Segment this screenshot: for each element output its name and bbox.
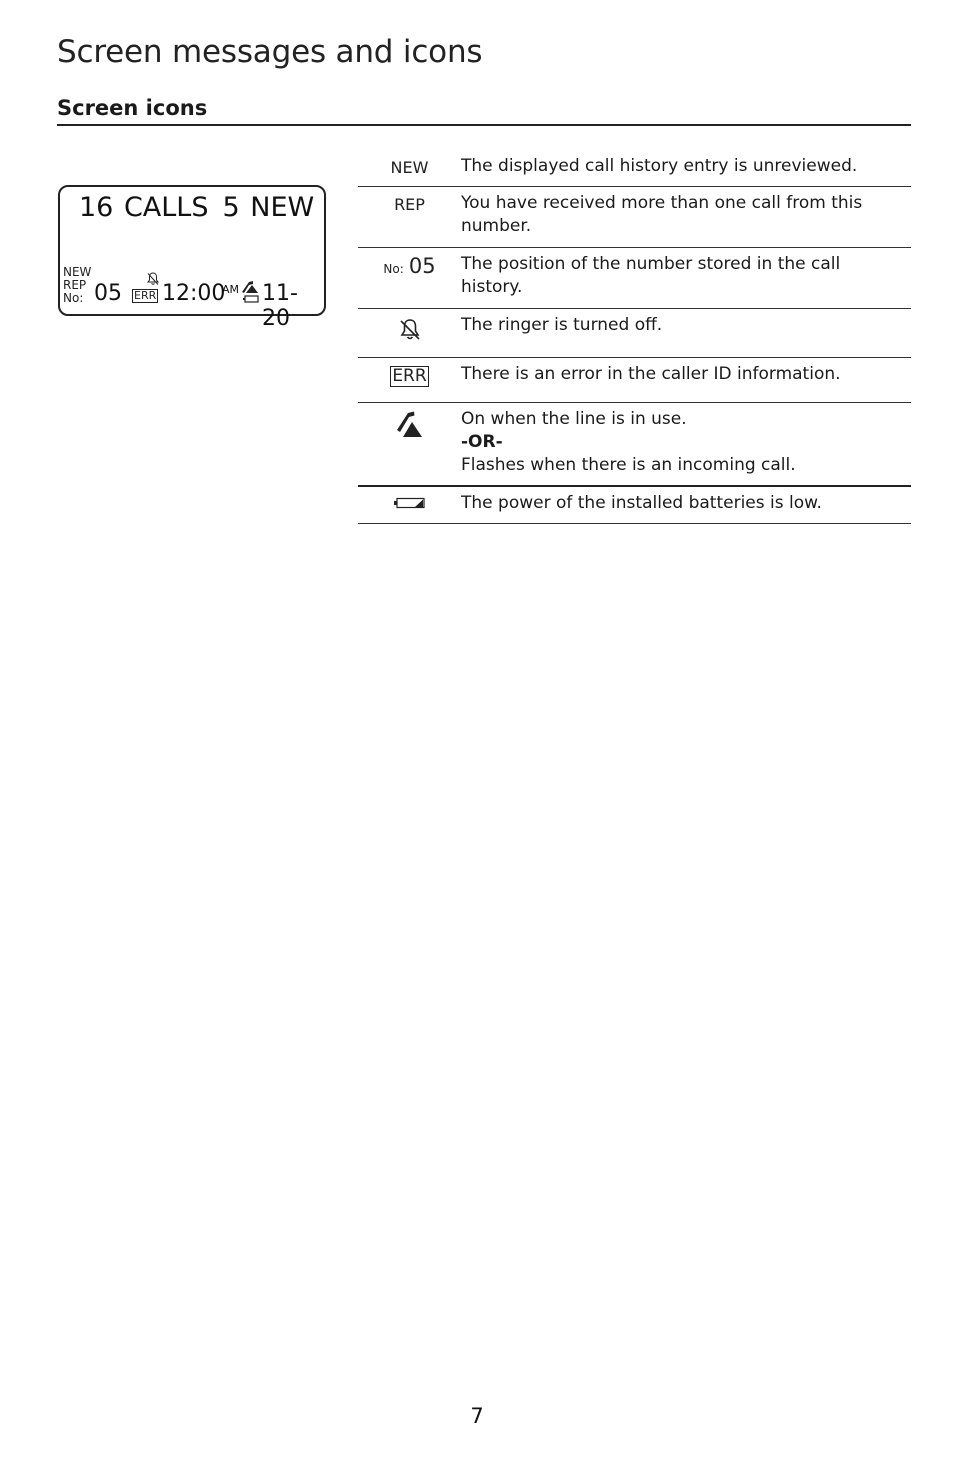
lcd-new-count: 5 NEW xyxy=(222,192,315,223)
icon-label-no: No: xyxy=(383,262,404,276)
low-battery-icon xyxy=(394,496,426,510)
icon-description xyxy=(461,408,901,477)
lcd-flag-new: NEW xyxy=(63,265,92,279)
icon-description: The position of the number stored in the call history. xyxy=(461,254,841,297)
lcd-calls-count: 16 CALLS xyxy=(79,192,209,223)
icon-label-new: NEW xyxy=(390,158,429,177)
icon-description: The ringer is turned off. xyxy=(461,315,663,335)
icon-row-battery xyxy=(358,487,911,524)
lcd-ampm: AM xyxy=(222,283,240,296)
icon-label-number xyxy=(358,254,461,278)
ringer-off-icon xyxy=(397,317,423,343)
icon-row-rep xyxy=(358,187,911,248)
icon-description: The displayed call history entry is unreviewed. xyxy=(461,156,858,176)
icon-row-phone xyxy=(358,403,911,487)
lcd-display xyxy=(58,185,326,331)
icon-description: The power of the installed batteries is low. xyxy=(461,493,822,513)
icon-row-ringer-off xyxy=(358,309,911,358)
lcd-date: 11-20 xyxy=(262,281,298,331)
lcd-entry-number: 05 xyxy=(94,281,122,306)
ringer-off-icon xyxy=(145,271,161,287)
err-icon: ERR xyxy=(392,366,427,386)
page-number: 7 xyxy=(470,1404,484,1428)
lcd-top-line xyxy=(79,192,314,223)
phone-desc-line2: Flashes when there is an incoming call. xyxy=(461,455,796,475)
icon-row-number xyxy=(358,248,911,309)
section-divider xyxy=(57,124,911,126)
icon-cell-err xyxy=(358,366,461,387)
icon-cell-phone xyxy=(358,410,461,444)
section-heading: Screen icons xyxy=(57,96,208,120)
icon-cell-ringer xyxy=(358,317,461,347)
phone-desc-or xyxy=(461,431,901,454)
icon-label-05: 05 xyxy=(408,254,436,278)
or-text: -OR- xyxy=(461,432,503,452)
icon-row-new xyxy=(358,150,911,187)
icon-label-rep: REP xyxy=(394,195,425,214)
icon-description: There is an error in the caller ID information. xyxy=(461,364,841,384)
phone-in-use-icon xyxy=(395,410,425,440)
phone-desc-line1: On when the line is in use. xyxy=(461,409,687,429)
lcd-flag-no: No: xyxy=(63,291,84,305)
icon-cell-battery xyxy=(358,495,461,514)
page-title: Screen messages and icons xyxy=(57,34,483,70)
icon-row-err xyxy=(358,358,911,403)
lcd-flags xyxy=(63,266,91,305)
lcd-flag-rep: REP xyxy=(63,278,87,292)
lcd-err-indicator: ERR xyxy=(134,289,157,302)
icon-description: You have received more than one call from this number. xyxy=(461,193,863,236)
phone-in-use-icon xyxy=(242,280,260,304)
lcd-time: 12:00 xyxy=(162,281,226,306)
